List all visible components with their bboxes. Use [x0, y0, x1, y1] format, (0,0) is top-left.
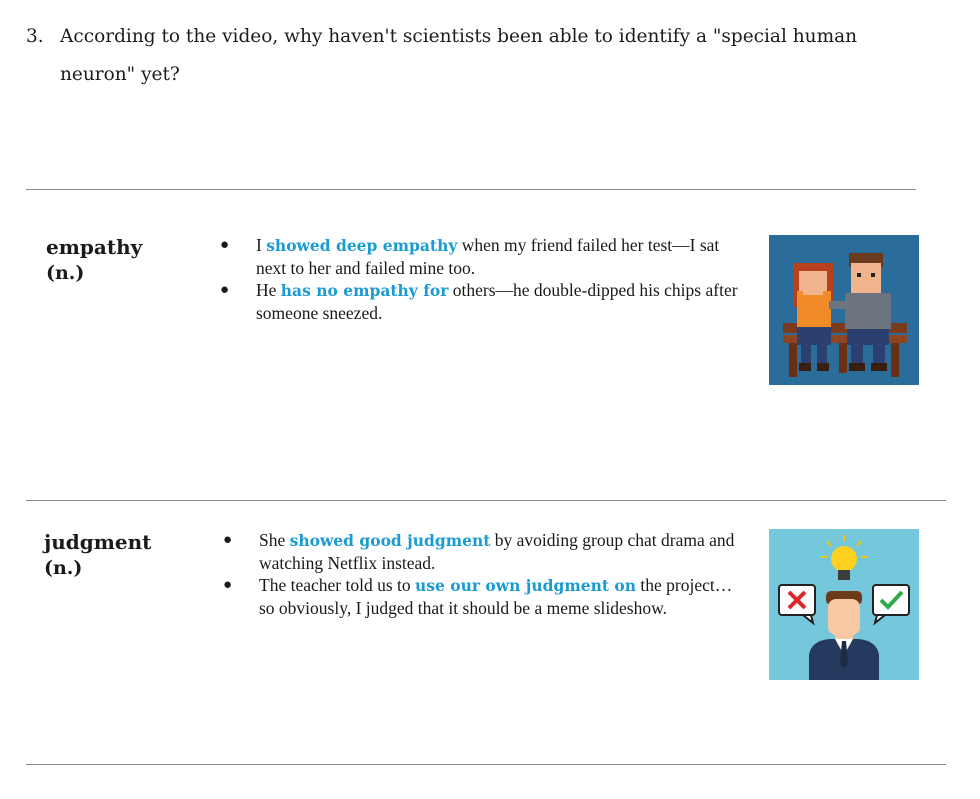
collocation-highlight: showed good judgment — [289, 531, 491, 550]
question-number: 3. — [26, 26, 44, 47]
divider-2 — [26, 500, 946, 501]
bullet-icon: ● — [220, 237, 230, 253]
question-3 — [26, 18, 886, 94]
examples-judgment — [223, 529, 743, 619]
part-of-speech: (n.) — [44, 557, 83, 579]
question-text: According to the video, why haven't scientists been able to identify a "special human neuron" yet? — [60, 26, 858, 85]
term-word: empathy — [46, 235, 143, 259]
term-word: judgment — [44, 530, 152, 554]
examples-empathy — [220, 234, 740, 324]
judgment-illustration-icon — [769, 529, 919, 680]
bullet-icon: ● — [220, 282, 230, 298]
example-item: ● He has no empathy for others—he double-dipped his chips after someone sneezed. — [220, 280, 738, 323]
collocation-highlight: use our own judgment on — [415, 576, 637, 595]
example-item: ● I showed deep empathy when my friend failed her test—I sat next to her and failed mine too. — [220, 235, 720, 278]
collocation-highlight: showed deep empathy — [266, 236, 458, 255]
empathy-illustration-icon — [769, 235, 919, 385]
term-empathy — [46, 234, 142, 286]
divider-3 — [26, 764, 946, 765]
part-of-speech: (n.) — [46, 262, 85, 284]
divider-1 — [26, 189, 916, 190]
example-item: ● She showed good judgment by avoiding group chat drama and watching Netflix instead. — [223, 530, 735, 573]
example-item: ● The teacher told us to use our own judgment on the project… so obviously, I judged that it should be a meme slideshow. — [223, 575, 733, 618]
term-judgment — [44, 529, 151, 581]
bullet-icon: ● — [223, 577, 233, 593]
collocation-highlight: has no empathy for — [280, 281, 449, 300]
bullet-icon: ● — [223, 532, 233, 548]
